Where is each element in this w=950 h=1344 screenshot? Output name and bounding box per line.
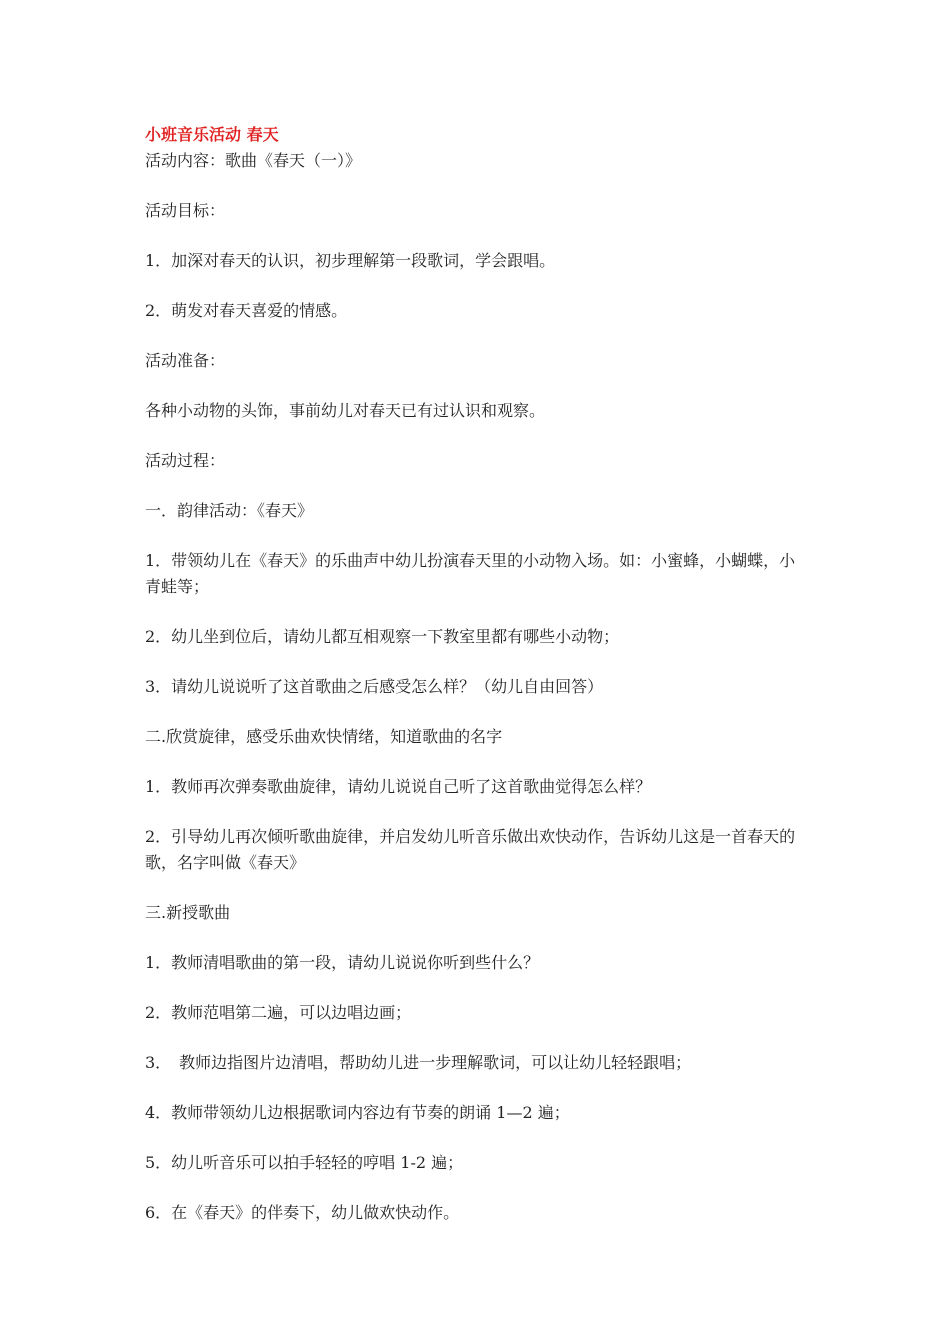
section3-item: 3． 教师边指图片边清唱，帮助幼儿进一步理解歌词，可以让幼儿轻轻跟唱；: [145, 1053, 692, 1072]
section1-item: 1．带领幼儿在《春天》的乐曲声中幼儿扮演春天里的小动物入场。如：小蜜蜂，小蝴蝶，小青蛙等；: [145, 551, 796, 596]
section2-item: 2．引导幼儿再次倾听歌曲旋律，并启发幼儿听音乐做出欢快动作，告诉幼儿这是一首春天的歌，名字叫做《春天》: [145, 827, 796, 872]
section2-item: 1．教师再次弹奏歌曲旋律，请幼儿说说自己听了这首歌曲觉得怎么样？: [145, 777, 652, 796]
goal-item: 1．加深对春天的认识，初步理解第一段歌词，学会跟唱。: [145, 251, 556, 270]
section3-item: 1．教师清唱歌曲的第一段，请幼儿说说你听到些什么？: [145, 953, 540, 972]
process-heading: 活动过程：: [145, 451, 226, 470]
section1-item: 3．请幼儿说说听了这首歌曲之后感受怎么样？（幼儿自由回答）: [145, 677, 604, 696]
goals-heading: 活动目标：: [145, 201, 226, 220]
section3-item: 2．教师范唱第二遍，可以边唱边画；: [145, 1003, 412, 1022]
section3-item: 4．教师带领幼儿边根据歌词内容边有节奏的朗诵 1—2 遍；: [145, 1103, 570, 1122]
section1-item: 2．幼儿坐到位后，请幼儿都互相观察一下教室里都有哪些小动物；: [145, 627, 620, 646]
section2-heading: 二.欣赏旋律，感受乐曲欢快情绪，知道歌曲的名字: [145, 727, 503, 746]
activity-content-line: 活动内容：歌曲《春天（一）》: [145, 151, 362, 170]
goal-item: 2．萌发对春天喜爱的情感。: [145, 301, 348, 320]
section3-item: 6．在《春天》的伴奏下，幼儿做欢快动作。: [145, 1203, 460, 1222]
prep-heading: 活动准备：: [145, 351, 226, 370]
prep-text: 各种小动物的头饰，事前幼儿对春天已有过认识和观察。: [145, 401, 546, 420]
section3-heading: 三.新授歌曲: [145, 903, 231, 922]
section3-item: 5．幼儿听音乐可以拍手轻轻的哼唱 1-2 遍；: [145, 1153, 464, 1172]
document-title: 小班音乐活动 春天: [145, 125, 279, 144]
document-content: [145, 122, 810, 1226]
section1-heading: 一．韵律活动：《春天》: [145, 501, 314, 520]
